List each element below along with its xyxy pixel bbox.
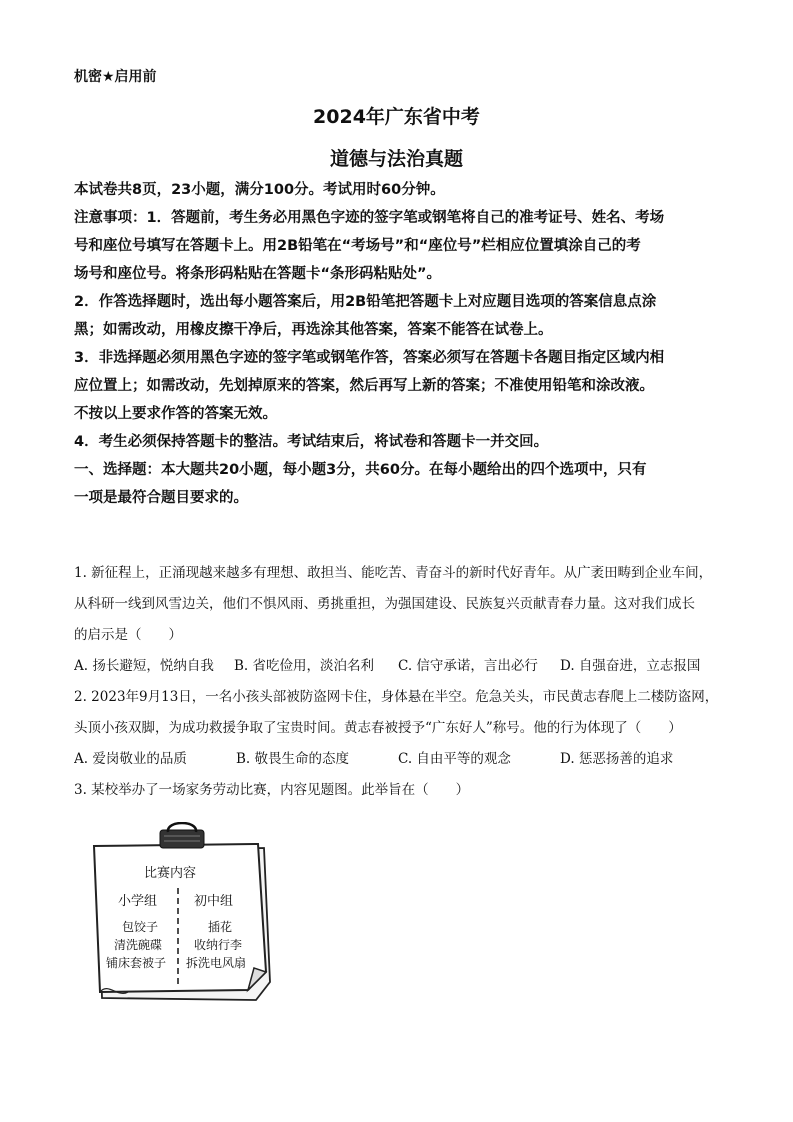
instruction-line: 注意事项：1．答题前，考生务必用黑色字迹的签字笔或钢笔将自己的准考证号、姓名、考场 bbox=[74, 210, 665, 226]
question-1 bbox=[74, 558, 724, 682]
left-item: 清洗碗碟 bbox=[114, 938, 163, 952]
options-row bbox=[74, 744, 724, 775]
exam-title: 2024年广东省中考 bbox=[313, 106, 480, 128]
instructions-block bbox=[74, 176, 724, 512]
exam-subtitle: 道德与法治真题 bbox=[329, 148, 463, 170]
option-d: D. 自强奋进，立志报国 bbox=[560, 658, 701, 674]
instruction-line: 号和座位号填写在答题卡上。用2B铅笔在“考场号”和“座位号”栏相应位置填涂自己的考 bbox=[74, 238, 641, 254]
question-text: 2. 2023年9月13日，一名小孩头部被防盗网卡住，身体悬在半空。危急关头，市民黄志春爬上二楼防盗网， bbox=[74, 689, 719, 705]
option-c: C. 信守承诺，言出必行 bbox=[398, 658, 538, 674]
section-heading: 一项是最符合题目要求的。 bbox=[74, 490, 248, 506]
right-item: 收纳行李 bbox=[194, 938, 243, 952]
instruction-line: 4．考生必须保持答题卡的整洁。考试结束后，将试卷和答题卡一并交回。 bbox=[74, 434, 549, 450]
question-text: 的启示是（ ） bbox=[74, 627, 182, 643]
question-text: 从科研一线到风雪边关，他们不惧风雨、勇挑重担，为强国建设、民族复兴贡献青春力量。这对我们成长 bbox=[74, 596, 695, 612]
option-a: A. 爱岗敬业的品质 bbox=[74, 751, 187, 767]
option-d: D. 惩恶扬善的追求 bbox=[560, 751, 674, 767]
options-row bbox=[74, 651, 724, 682]
section-heading: 一、选择题：本大题共20小题，每小题3分，共60分。在每小题给出的四个选项中，只有 bbox=[74, 462, 647, 478]
question-2 bbox=[74, 682, 724, 775]
competition-figure bbox=[88, 822, 288, 1012]
instruction-line: 不按以上要求作答的答案无效。 bbox=[74, 406, 277, 422]
option-b: B. 敬畏生命的态度 bbox=[236, 751, 350, 767]
question-3 bbox=[74, 775, 724, 806]
right-item: 拆洗电风扇 bbox=[186, 956, 247, 970]
group-right-label: 初中组 bbox=[194, 894, 234, 909]
question-text: 3. 某校举办了一场家务劳动比赛，内容见题图。此举旨在（ ） bbox=[74, 782, 470, 798]
instruction-line: 应位置上；如需改动，先划掉原来的答案，然后再写上新的答案；不准使用铅笔和涂改液。 bbox=[74, 378, 654, 394]
group-left-label: 小学组 bbox=[118, 894, 158, 909]
left-item: 铺床套被子 bbox=[106, 956, 167, 970]
left-item: 包饺子 bbox=[122, 920, 159, 934]
instruction-line: 黑；如需改动，用橡皮擦干净后，再选涂其他答案，答案不能答在试卷上。 bbox=[74, 322, 553, 338]
option-b: B. 省吃俭用，淡泊名利 bbox=[234, 658, 375, 674]
question-text: 1. 新征程上，正涌现越来越多有理想、敢担当、能吃苦、青奋斗的新时代好青年。从广袤田畴到企业车间， bbox=[74, 565, 713, 581]
exam-summary: 本试卷共8页，23小题，满分100分。考试用时60分钟。 bbox=[74, 182, 445, 198]
question-text: 头顶小孩双脚，为成功救援争取了宝贵时间。黄志春被授予“广东好人”称号。他的行为体现了（ ） bbox=[74, 720, 682, 736]
confidential-label: 机密★启用前 bbox=[74, 69, 157, 85]
instruction-line: 3．非选择题必须用黑色字迹的签字笔或钢笔作答，答案必须写在答题卡各题目指定区域内相 bbox=[74, 350, 665, 366]
instruction-line: 场号和座位号。将条形码粘贴在答题卡“条形码粘贴处”。 bbox=[74, 266, 442, 282]
option-c: C. 自由平等的观念 bbox=[398, 751, 511, 767]
option-a: A. 扬长避短，悦纳自我 bbox=[74, 658, 214, 674]
clipboard-icon bbox=[88, 822, 288, 1012]
instruction-line: 2．作答选择题时，选出每小题答案后，用2B铅笔把答题卡上对应题目选项的答案信息点涂 bbox=[74, 294, 657, 310]
right-item: 插花 bbox=[208, 920, 233, 934]
figure-heading: 比赛内容 bbox=[144, 866, 197, 881]
